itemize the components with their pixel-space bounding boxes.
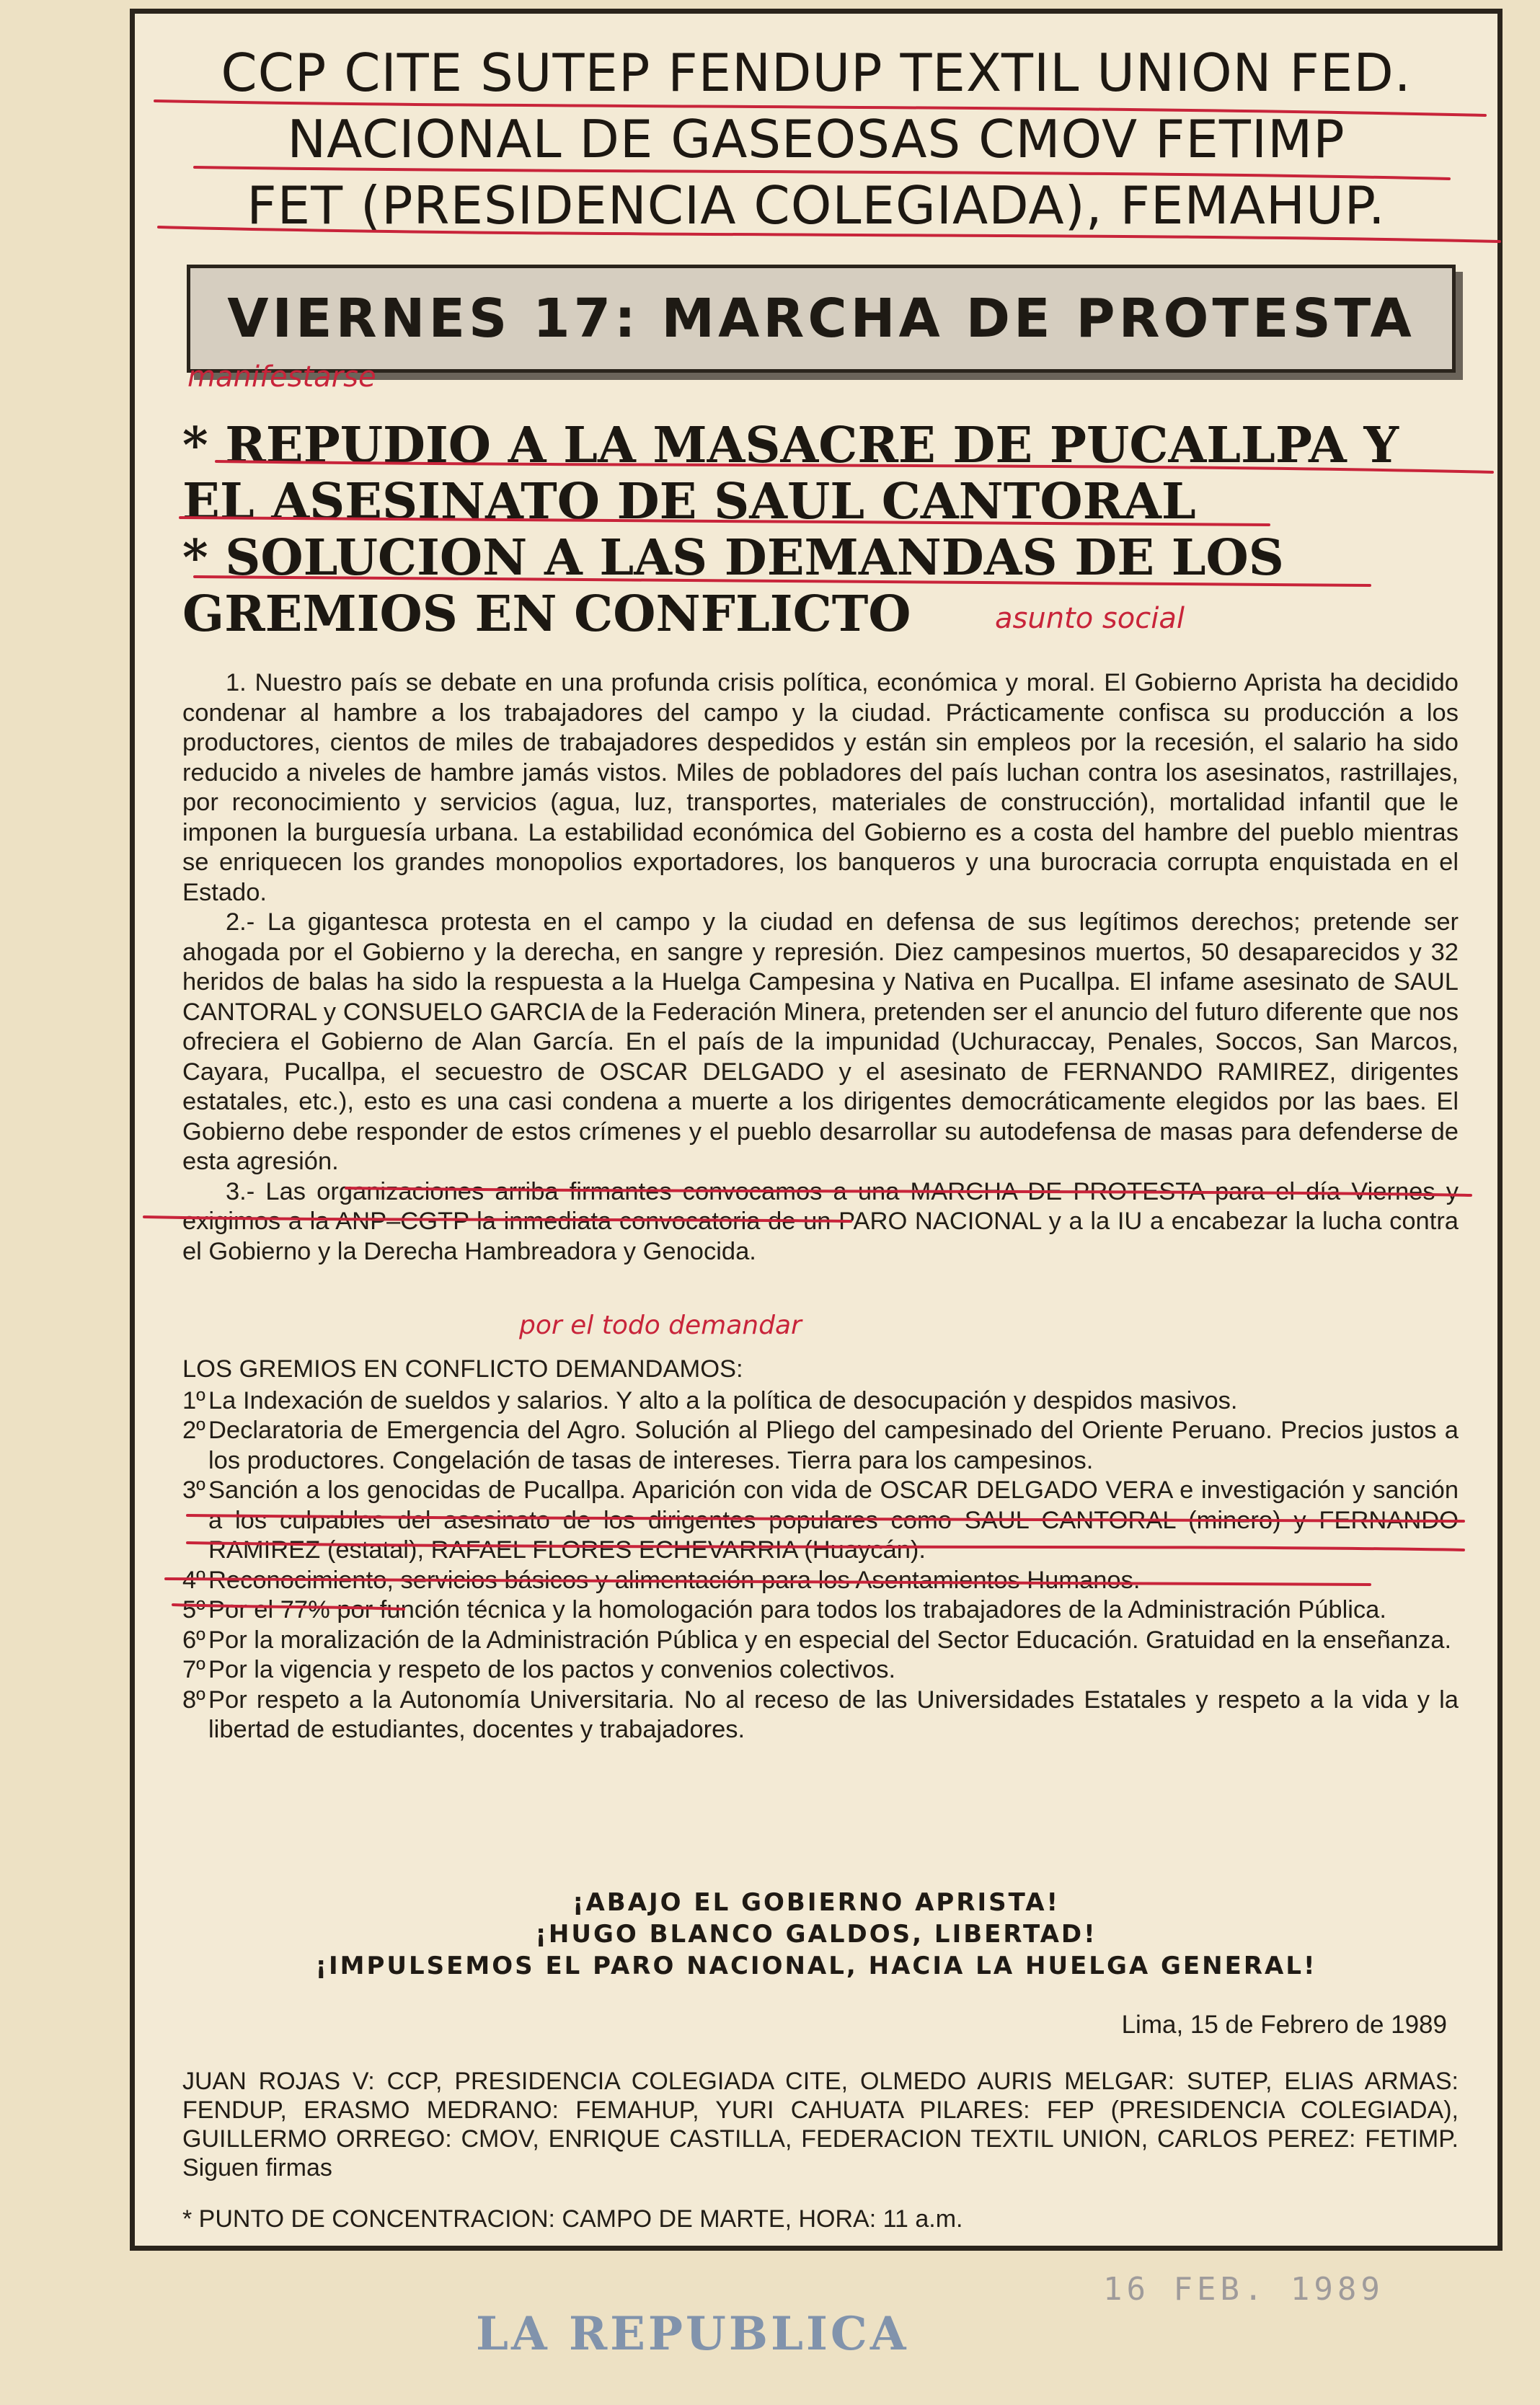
signatories: JUAN ROJAS V: CCP, PRESIDENCIA COLEGIADA CITE, OLMEDO AURIS MELGAR: SUTEP, ELIAS ARMAS: FENDUP, ERASMO MEDRANO: FEMAHUP, YURI CAHUATA PILARES: FEP (PRESIDENCIA COLEGIADA), GUILLERMO ORREGO: CMOV, ENRIQUE CASTILLA, FEDERACION TEXTIL UNION, CARLOS PEREZ: FETIMP. Siguen firmas [182, 2068, 1459, 2182]
headline-line-2: EL ASESINATO DE SAUL CANTORAL [182, 473, 1196, 531]
list-item [182, 1476, 1459, 1566]
list-item [182, 1655, 1459, 1686]
list-item [182, 1386, 1459, 1417]
demand-text: Declaratoria de Emergencia del Agro. Solución al Pliego del campesinado del Oriente Peruano. Precios justos a los productores. Congelación de tasas de intereses. Tierra para los campesinos. [208, 1417, 1459, 1474]
demands-list [182, 1386, 1459, 1745]
demand-text: La Indexación de sueldos y salarios. Y alto a la política de desocupación y despidos masivos. [208, 1386, 1238, 1414]
list-item [182, 1416, 1459, 1476]
dateline: Lima, 15 de Febrero de 1989 [1121, 2011, 1447, 2039]
body-paragraphs [182, 668, 1459, 1267]
demand-text: Reconocimiento, servicios básicos y alimentación para los Asentamientos Humanos. [208, 1566, 1141, 1594]
headline-line-1: * REPUDIO A LA MASACRE DE PUCALLPA Y [182, 417, 1399, 474]
date-stamp: 16 FEB. 1989 [1103, 2271, 1384, 2308]
header-line-1: CCP CITE SUTEP FENDUP TEXTIL UNION FED. [221, 43, 1412, 103]
slogans [135, 1887, 1497, 1982]
demand-number: 4º [182, 1566, 205, 1594]
demand-text: Por el 77% por función técnica y la homologación para todos los trabajadores de la Administración Pública. [208, 1596, 1386, 1624]
demand-number: 5º [182, 1596, 205, 1624]
slogan-2: ¡HUGO BLANCO GALDOS, LIBERTAD! [535, 1920, 1097, 1949]
slogan-3: ¡IMPULSEMOS EL PARO NACIONAL, HACIA LA HUELGA GENERAL! [315, 1952, 1317, 1980]
header-line-3: FET (PRESIDENCIA COLEGIADA), FEMAHUP. [247, 175, 1386, 236]
demand-number: 8º [182, 1686, 205, 1714]
slogan-1: ¡ABAJO EL GOBIERNO APRISTA! [572, 1888, 1061, 1917]
demand-text: Por la vigencia y respeto de los pactos y convenios colectivos. [208, 1656, 896, 1683]
list-item [182, 1566, 1459, 1596]
paragraph-3: 3.- Las organizaciones arriba firmantes convocamos a una MARCHA DE PROTESTA para el día Viernes y exigimos a la ANP–CGTP la inmediata convocatoria de un PARO NACIONAL y a la IU a encabezar la lucha contra el Gobierno y la Derecha Hambreadora y Genocida. [182, 1177, 1459, 1265]
demand-number: 3º [182, 1476, 205, 1504]
handwritten-note-headline: asunto social [995, 602, 1185, 635]
list-item [182, 1626, 1459, 1656]
headline [182, 417, 1480, 642]
demand-text: Sanción a los genocidas de Pucallpa. Aparición con vida de OSCAR DELGADO VERA e investigación y sanción a los culpables del asesinato de los dirigentes populares como SAUL CANTORAL (minero) y FERNANDO RAMIREZ (estatal), RAFAEL FLORES ECHEVARRIA (Huaycán). [208, 1476, 1459, 1564]
paragraph-2: 2.- La gigantesca protesta en el campo y la ciudad en defensa de sus legítimos derechos; pretende ser ahogada por el Gobierno y la derecha, en sangre y represión. Diez campesinos muertos, 50 desaparecidos y 32 heridos de balas ha sido la respuesta a la Huelga Campesina y Nativa en Pucallpa. El infame asesinato de SAUL CANTORAL y CONSUELO GARCIA de la Federación Minera, pretenden ser el anuncio del futuro diferente que nos ofreciera el Gobierno de Alan García. En el país de la impunidad (Uchuraccay, Penales, Soccos, San Marcos, Cayara, Pucallpa, el secuestro de OSCAR DELGADO y el asesinato de FERNANDO RAMIREZ, dirigentes estatales, etc.), esto es una casi condena a muerte a los dirigentes democráticamente elegidos por las baes. El Gobierno debe responder de estos crímenes y el pueblo desarrollar su autodefensa de masas para defenderse de esta agresión. [182, 908, 1459, 1175]
demand-text: Por la moralización de la Administración Pública y en especial del Sector Educación. Gratuidad en la enseñanza. [208, 1626, 1452, 1654]
march-banner: VIERNES 17: MARCHA DE PROTESTA [187, 265, 1456, 373]
headline-line-4: GREMIOS EN CONFLICTO [182, 585, 911, 643]
demands-lead: LOS GREMIOS EN CONFLICTO DEMANDAMOS: [182, 1355, 743, 1383]
handwritten-note-demands: por el todo demandar [519, 1311, 802, 1340]
demand-text: Por respeto a la Autonomía Universitaria. No al receso de las Universidades Estatales y respeto a la vida y la libertad de estudiantes, docentes y trabajadores. [208, 1686, 1459, 1743]
list-item [182, 1686, 1459, 1745]
headline-line-3: * SOLUCION A LAS DEMANDAS DE LOS [182, 529, 1284, 587]
newspaper-source-stamp: LA REPUBLICA [476, 2307, 909, 2361]
demand-number: 1º [182, 1386, 205, 1414]
demand-number: 7º [182, 1656, 205, 1683]
paragraph-1: 1. Nuestro país se debate en una profunda crisis política, económica y moral. El Gobierno Aprista ha decidido condenar al hambre a los trabajadores del campo y la ciudad. Prácticamente confisca su producción a los productores, cientos de miles de trabajadores despedidos y están sin empleos por la recesión, el salario ha sido reducido a niveles de hambre jamás vistos. Miles de pobladores del país luchan contra los asesinatos, rastrillajes, por reconocimiento y servicios (agua, luz, transportes, materiales de construcción), mortalidad infantil que le imponen la burguesía urbana. La estabilidad económica del Gobierno es a costa del hambre del pueblo mientras se enriquecen los grandes monopolios exportadores, los banqueros y una burocracia corrupta enquistada en el Estado. [182, 669, 1459, 906]
demands-section [182, 1355, 1459, 1745]
newspaper-clipping [130, 9, 1503, 2251]
header-line-2: NACIONAL DE GASEOSAS CMOV FETIMP [287, 109, 1345, 169]
organizations-header [164, 40, 1469, 239]
demand-number: 6º [182, 1626, 205, 1654]
list-item [182, 1595, 1459, 1626]
concentration-point-note: * PUNTO DE CONCENTRACION: CAMPO DE MARTE, HORA: 11 a.m. [182, 2205, 963, 2233]
demand-number: 2º [182, 1417, 205, 1444]
handwritten-note-banner: manifestarse [187, 360, 376, 394]
